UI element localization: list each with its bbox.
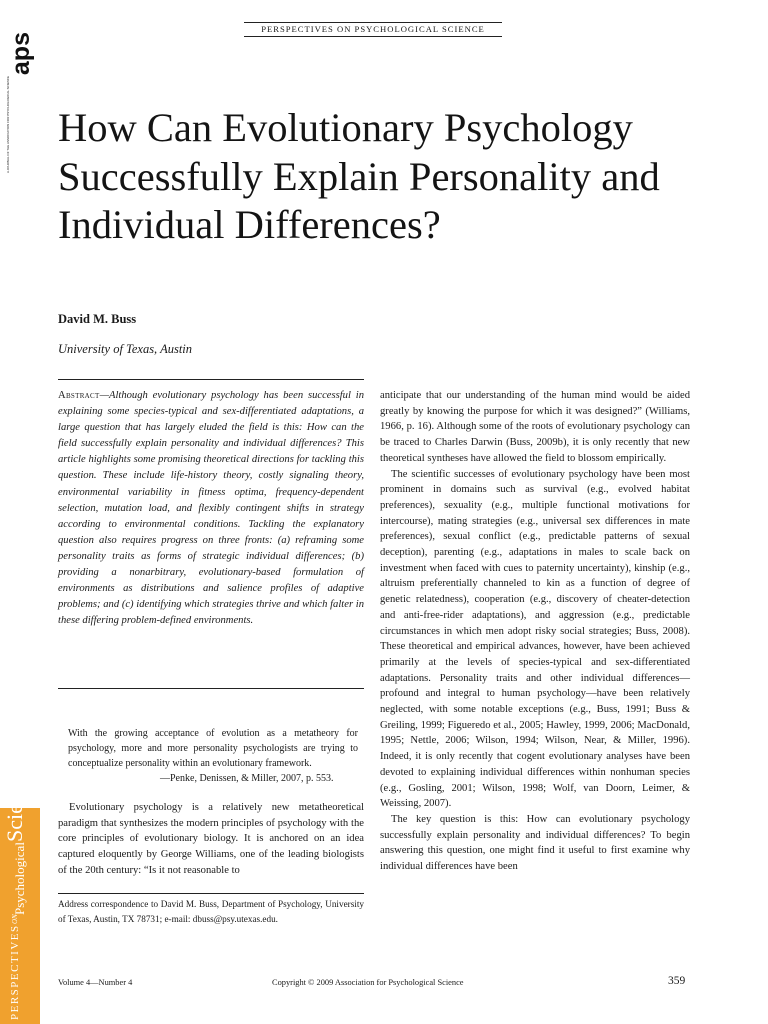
epigraph-attribution: —Penke, Denissen, & Miller, 2007, p. 553. — [160, 773, 334, 784]
abstract-bottom-rule — [58, 688, 364, 689]
aps-logo-subtitle: A JOURNAL OF THE ASSOCIATION FOR PSYCHOLOGICAL SCIENCE — [6, 76, 10, 174]
abstract-label: Abstract — [58, 390, 100, 401]
side-tab-on: ON — [11, 914, 19, 925]
body-paragraph: anticipate that our understanding of the human mind would be aided greatly by knowing the purpose for which it was designed?” (Williams, 1966, p. 16). Although some of the roots of evolutionary psychology can be traced to Charles Darwin (Buss, 2009b), it is only recently that new theoretical syntheses have allowed the field to blossom empirically. — [380, 390, 690, 464]
correspondence-footnote: Address correspondence to David M. Buss, Department of Psychology, University of Texas, Austin, TX 78731; e-mail: dbuss@psy.utexas.edu. — [58, 899, 364, 924]
body-column-right — [380, 388, 690, 875]
author-affiliation: University of Texas, Austin — [58, 342, 193, 356]
side-tab-title — [4, 773, 26, 914]
abstract-top-rule — [58, 379, 364, 380]
side-tab-perspectives: PERSPECTIVES — [9, 924, 21, 1020]
side-tab-text — [2, 773, 27, 1020]
epigraph — [68, 726, 358, 786]
body-column-left — [58, 800, 364, 879]
body-paragraph: The scientific successes of evolutionary psychology have been most prominent in domains such as survival (e.g., evolved habitat preferences), sexuality (e.g., multiple functional motivations for intercourse), mating strategies (e.g., universal sex differences in mate preferences), sexual conflict (e.g., predictable patterns of sexual deception), parenting (e.g., adaptations in males to scale back on investment when faced with cues to paternity uncertainty), kinship (e.g., altruism preferentially channeled to kin as a function of degree of genetic relatedness), cooperation (e.g., discovery of cheater-detection and anti-free-rider adaptations), and aggression (e.g., predictable circumstances in which men adopt risky social strategies; Buss, 2008). These theoretical and empirical advances, however, have been achieved primarily at the levels of species-typical and sex-differentiated adaptations. Personality traits and other individual differences—profound and integral to human psychology—have been relatively neglected, with some notable exceptions (e.g., Buss, 1991; Buss & Greiling, 1999; Figueredo et al., 2005; Hawley, 1999, 2006; MacDonald, 1995; Nettle, 2006; Wilson, 1994; Wilson, Near, & Miller, 1996). Indeed, it is only recently that cogent evolutionary analyses have been devoted to explaining individual differences within nonhuman species (e.g., Gosling, 2001; Wilson, 1998; Wolf, van Doorn, Leimer, & Weissing, 2007). — [380, 468, 690, 810]
article-title: How Can Evolutionary Psychology Successfully Explain Personality and Individual Differences? — [58, 105, 660, 247]
footer-volume: Volume 4—Number 4 — [58, 978, 133, 987]
aps-logo-word: aps — [7, 32, 35, 76]
epigraph-quote: With the growing acceptance of evolution as a metatheory for psychology, more and more personality psychologists are trying to conceptualize personality within an evolutionary framework. — [68, 728, 358, 769]
body-paragraph: The key question is this: How can evolutionary psychology successfully explain personality and individual differences? To begin answering this question, one might find it useful to first examine why individual differences have been — [380, 813, 690, 873]
journal-header: PERSPECTIVES ON PSYCHOLOGICAL SCIENCE — [244, 22, 502, 37]
side-tab-psychological: Psychological — [12, 841, 27, 915]
side-tab-science: Science — [2, 773, 27, 842]
page-number: 359 — [668, 975, 686, 987]
author-name: David M. Buss — [58, 312, 137, 326]
body-paragraph: Evolutionary psychology is a relatively new metatheoretical paradigm that synthesizes the modern principles of psychology with the core principles of evolutionary biology. It is anchored on an idea captured eloquently by George Williams, one of the leading biologists of the 20th century: “Is it not reasonable to — [58, 802, 364, 876]
aps-logo — [6, 30, 35, 174]
abstract-text: Although evolutionary psychology has been successful in explaining some species-typical and sex-differentiated adaptations, a large question that has largely eluded the field is this: How can the field successfully explain personality and individual differences? This article highlights some promising theoretical directions for tackling this question. These include life-history theory, costly signaling theory, environmental variability in fitness optima, frequency-dependent selection, mutation load, and flexibly contingent shifts in strategy according to environmental conditions. Tackling the explanatory question also requires progress on three fronts: (a) reframing some personality traits as forms of strategic individual differences; (b) providing a nonarbitrary, evolutionary-based formulation of environments as distributions and salience profiles of adaptive problems; and (c) identifying which strategies thrive and which falter in these differing problem-defined environments. — [58, 390, 364, 627]
footer-copyright: Copyright © 2009 Association for Psychological Science — [272, 978, 464, 987]
footnote-rule — [58, 893, 364, 894]
journal-side-tab — [0, 773, 40, 1024]
abstract: Abstract—Although evolutionary psychology has been successful in explaining some species-typical and sex-differentiated adaptations, a large question that has largely eluded the field is this: How can the field successfully explain personality and individual differences? This article highlights some promising theoretical directions for tackling this question. These include life-history theory, costly signaling theory, environmental variability in fitness optima, frequency-dependent selection, mutation load, and flexibly contingent shifts in strategy according to environmental conditions. Tackling the explanatory question also requires progress on three fronts: (a) reframing some personality traits as forms of strategic individual differences; (b) providing a nonarbitrary, evolutionary-based formulation of environments as distributions and salience profiles of adaptive problems; and (c) identifying which strategies thrive and which falter in these differing problem-defined environments. — [58, 390, 364, 627]
